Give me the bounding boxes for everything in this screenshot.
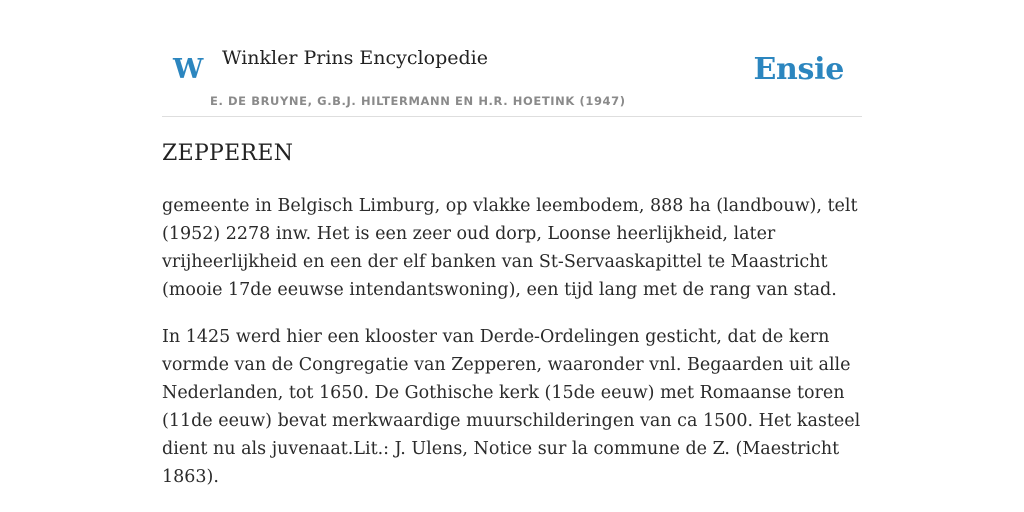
article xyxy=(162,136,862,510)
brand-logo[interactable]: Ensie xyxy=(753,52,844,87)
source-title[interactable]: Winkler Prins Encyclopedie xyxy=(222,47,488,69)
article-paragraph: In 1425 werd hier een klooster van Derde-Ordelingen gesticht, dat de kern vormde van de Congregatie van Zepperen, waaronder vnl. Begaarden uit alle Nederlanden, tot 1650. De Gothische kerk (15de eeuw) met Romaanse toren (11de eeuw) bevat merkwaardige muurschilderingen van ca 1500. Het kasteel dient nu als juvenaat.Lit.: J. Ulens, Notice sur la commune de Z. (Maestricht 1863). xyxy=(162,327,861,487)
source-logo[interactable]: W xyxy=(173,54,204,85)
source-authors: E. DE BRUYNE, G.B.J. HILTERMANN EN H.R. HOETINK (1947) xyxy=(210,94,626,108)
article-paragraph: gemeente in Belgisch Limburg, op vlakke leembodem, 888 ha (landbouw), telt (1952) 2278 inw. Het is een zeer oud dorp, Loonse heerlijkheid, later vrijheerlijkheid en een der elf banken van St-Servaaskapittel te Maastricht (mooie 17de eeuwse intendantswoning), een tijd lang met de rang van stad. xyxy=(162,196,858,300)
article-title: ZEPPEREN xyxy=(162,141,294,166)
source-header xyxy=(162,0,862,117)
